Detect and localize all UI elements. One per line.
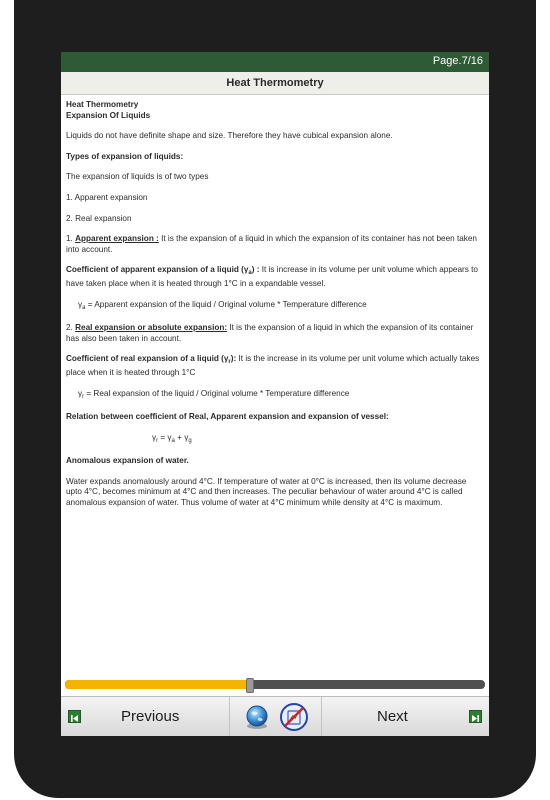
bottom-navigation [61,696,489,736]
lesson-content [66,100,482,660]
type-item-1: 1. Apparent expansion [66,192,148,202]
coef-real-paragraph: Coefficient of real expansion of a liquid $(\gamma_r)$: It is the increase in its volume per unit volume which actually takes place when it is heated through 1°C [66,354,480,377]
center-tools [229,697,321,736]
type-item-2: 2. Real expansion [66,213,132,223]
types-intro: The expansion of liquids is of two types [66,172,209,182]
title-bar [61,72,489,95]
progress-fill [65,680,249,689]
content-subheading: Expansion Of Liquids [66,110,151,120]
page-title: Heat Thermometry [226,77,324,89]
apparent-expansion-paragraph: 1. Apparent expansion : It is the expansion of a liquid in which the expansion of its container has not been taken into account. [66,234,477,254]
real-expansion-paragraph: 2. Real expansion or absolute expansion: It is the expansion of a liquid in which the expansion of its container has also been taken in account. [66,323,474,343]
progress-thumb[interactable] [246,678,254,693]
page-indicator: Page.7/16 [432,55,483,67]
next-label: Next [377,708,408,725]
previous-button[interactable] [61,697,229,736]
anomalous-paragraph: Water expands anomalously around 4°C. If temperature of water at 0°C is increased, then its volume decrease upto 4°C, becomes minimum at 4°C and then increases. The peculiar behaviour of water around 4°C is called anomalous expansion of water. Thus volume of water at 4°C minimum while density at 4°C is maximum. [66,476,467,508]
page-progress-slider[interactable] [65,680,485,689]
skip-back-icon [68,710,81,723]
app-screen [61,52,489,736]
anomalous-heading: Anomalous expansion of water. [66,456,189,466]
coef-apparent-paragraph: Coefficient of apparent expansion of a liquid $(\gamma_a)$ : It is increase in its volume per unit volume which appears to have taken place when it is heated through 1°C in a expandable vessel. [66,265,478,288]
intro-paragraph: Liquids do not have definite shape and size. Therefore they have cubical expansion alone. [66,131,393,141]
types-heading: Types of expansion of liquids: [66,151,184,161]
top-status-bar [61,52,489,72]
globe-icon[interactable] [244,704,270,730]
relation-formula: $\gamma_r = \gamma_a + \gamma_g$ [152,432,192,444]
content-heading: Heat Thermometry [66,100,139,109]
no-calculator-icon[interactable] [279,702,309,732]
progress-area [61,662,489,694]
relation-heading: Relation between coefficient of Real, Apparent expansion and expansion of vessel: [66,412,389,422]
formula-apparent: $\gamma_a$ = Apparent expansion of the liquid / Original volume * Temperature difference [78,299,367,311]
skip-forward-icon [469,710,482,723]
next-button[interactable] [321,697,489,736]
formula-real: $\gamma_r$ = Real expansion of the liquid / Original volume * Temperature difference [78,388,350,400]
previous-label: Previous [121,708,180,725]
